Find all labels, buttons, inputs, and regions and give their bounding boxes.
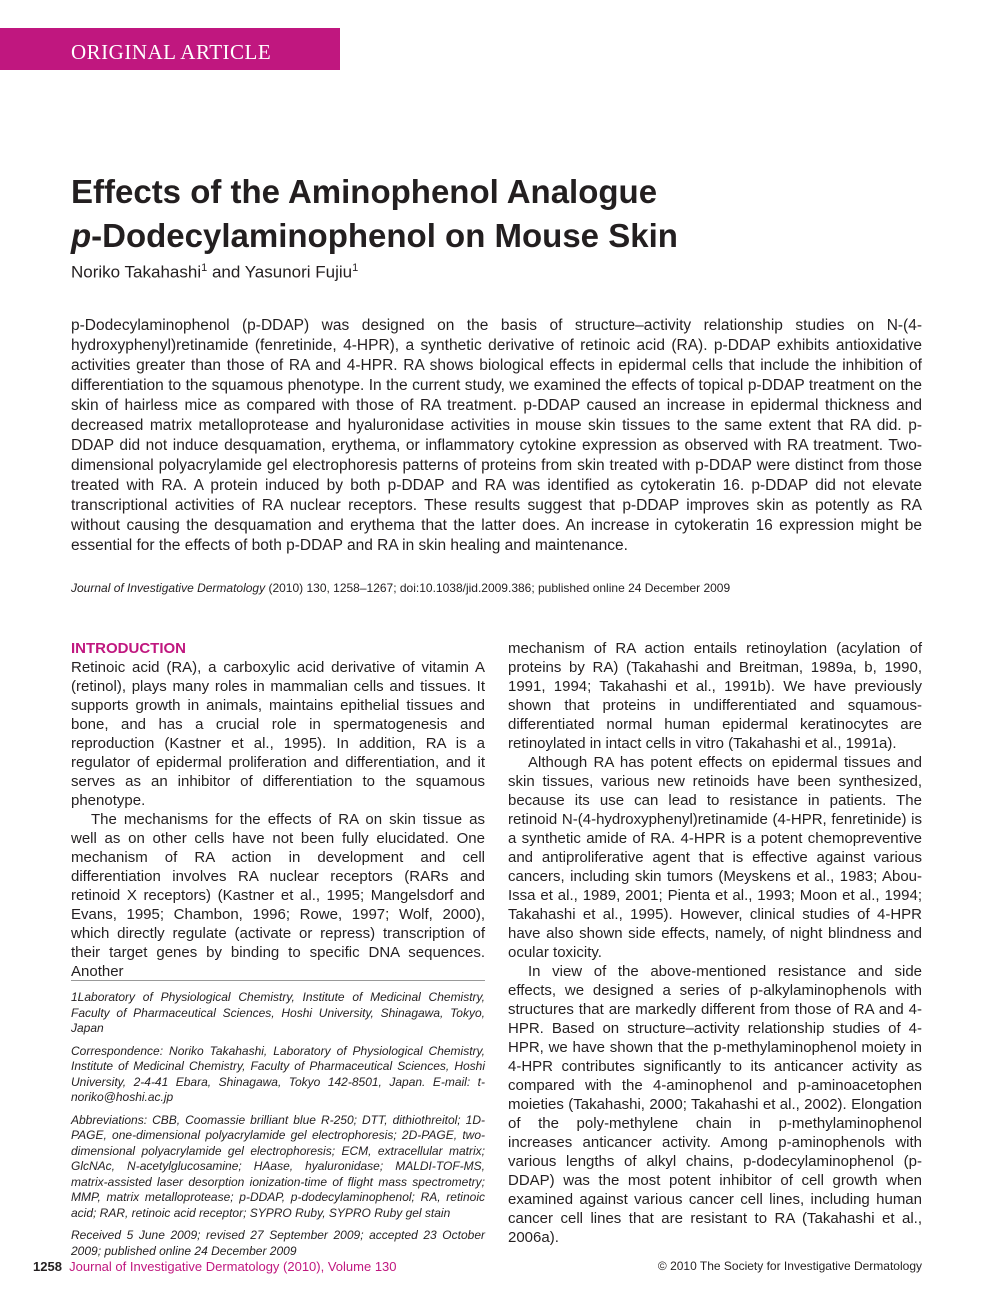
affiliation-marker: 1 (352, 262, 359, 274)
author-list: Noriko Takahashi$^1$ and Yasunori Fujiu$^1$ (71, 262, 359, 282)
author-name: Noriko Takahashi (71, 262, 202, 282)
body-paragraph: mechanism of RA action entails retinoylation (acylation of proteins by RA) (Takahashi and Breitman, 1989a, b, 1990, 1991, 1994; Takahashi et al., 1991b). We have previously shown that proteins in undifferentiated and squamous-differentiated normal human epidermal keratinocytes are retinoylated in intact cells in vitro (Takahashi et al., 1991a). (508, 640, 922, 752)
body-column-right (508, 639, 922, 1247)
footnote-correspondence: Correspondence: Noriko Takahashi, Laboratory of Physiological Chemistry, Institute of Medicinal Chemistry, Faculty of Pharmaceutical Sciences, Hoshi University, 2-4-41 Ebara, Shinagawa, Tokyo 142-8501, Japan. E-mail: t-noriko@hoshi.ac.jp (71, 1043, 485, 1104)
page-number: 1258 (33, 1259, 62, 1274)
title-line-1: Effects of the Aminophenol Analogue (71, 173, 658, 210)
affiliation-marker: 1 (201, 262, 208, 274)
body-paragraph: In view of the above-mentioned resistance and side effects, we designed a series of p-alkylaminophenols with structures that are markedly different from those of RA and 4-HPR. Based on structure–activity relationship studies of 4-HPR, we have shown that the p-methylaminophenol moiety in 4-HPR contributes significantly to its anticancer activity as compared with the 4-aminophenol and p-aminoacetophen moieties (Takahashi, 2000; Takahashi et al., 2002). Elongation of the poly-methylene chain in p-methylaminophenol increases anticancer activity. Among p-aminophenols with various lengths of alkyl chains, p-dodecylaminophenol (p-DDAP) was the most potent inhibitor of cell growth when examined against various cancer cell lines, including human cancer cell lines that are resistant to RA (Takahashi et al., 2006a). (508, 963, 922, 1246)
page-footer-left (33, 1259, 397, 1274)
citation-line: Journal of Investigative Dermatology (2010) 130, 1258–1267; doi:10.1038/jid.2009.386; published online 24 December 2009 (71, 581, 731, 595)
footnote-dates: Received 5 June 2009; revised 27 September 2009; accepted 23 October 2009; published online 24 December 2009 (71, 1228, 485, 1258)
footnote-abbreviations: Abbreviations: CBB, Coomassie brilliant blue R-250; DTT, dithiothreitol; 1D-PAGE, one-dimensional polyacrylamide gel electrophoresis; 2D-PAGE, two-dimensional polyacrylamide gel electrophoresis; ECM, extracellular matrix; GlcNAc, N-acetylglucosamine; HAase, hyaluronidase; MALDI-TOF-MS, matrix-assisted laser desorption ionization-time of flight mass spectrometry; MMP, matrix metalloprotease; p-DDAP, p-dodecylaminophenol; RA, retinoic acid; RAR, retinoic acid receptor; SYPRO Ruby, SYPRO Ruby gel stain (71, 1112, 485, 1220)
article-type-label: ORIGINAL ARTICLE (71, 40, 272, 64)
footer-journal: Journal of Investigative Dermatology (2010), Volume 130 (69, 1259, 397, 1274)
article-title (71, 170, 931, 258)
footer-copyright: © 2010 The Society for Investigative Dermatology (657, 1259, 922, 1273)
author-name: Yasunori Fujiu (244, 262, 353, 282)
body-column-left (71, 639, 485, 981)
footnote-affiliation: 1Laboratory of Physiological Chemistry, Institute of Medicinal Chemistry, Faculty of Pharmaceutical Sciences, Hoshi University, Shinagawa, Tokyo, Japan (71, 990, 485, 1035)
body-paragraph: The mechanisms for the effects of RA on skin tissue as well as on other cells have not been fully elucidated. One mechanism of RA action in development and cell differentiation involves RA nuclear receptors (RARs and retinoid X receptors) (Kastner et al., 1995; Mangelsdorf and Evans, 1995; Chambon, 1996; Rowe, 1997; Wolf, 2000), which directly regulate (activate or repress) transcription of their target genes by binding to specific DNA sequences. Another (71, 811, 485, 980)
footnote-divider (71, 980, 485, 981)
title-line-2: p-Dodecylaminophenol on Mouse Skin (71, 217, 678, 254)
footnotes (71, 990, 485, 1266)
abstract: p-Dodecylaminophenol (p-DDAP) was designed on the basis of structure–activity relationship studies on N-(4-hydroxyphenyl)retinamide (fenretinide, 4-HPR), a synthetic derivative of retinoic acid (RA). p-DDAP exhibits antioxidative activities greater than those of RA and 4-HPR. RA shows biological effects in epidermal cells that include the inhibition of differentiation to the squamous phenotype. In the current study, we examined the effects of topical p-DDAP treatment on the skin of hairless mice as compared with those of RA treatment. p-DDAP caused an increase in epidermal thickness and decreased matrix metalloprotease and hyaluronidase activities in mouse skin tissues to the same extent that RA did. p-DDAP did not induce desquamation, erythema, or inflammatory cytokine expression as observed with RA treatment. Two-dimensional polyacrylamide gel electrophoresis patterns of proteins from skin treated with p-DDAP were distinct from those treated with RA. A protein induced by both p-DDAP and RA was identified as cytokeratin 16. p-DDAP did not elevate transcriptional activities of RA nuclear receptors. These results suggest that p-DDAP improves skin as potently as RA without causing the desquamation and erythema that the latter does. An increase in cytokeratin 16 expression might be essential for the effects of both p-DDAP and RA in skin healing and maintenance. (71, 317, 922, 554)
body-paragraph: Retinoic acid (RA), a carboxylic acid derivative of vitamin A (retinol), plays many roles in mammalian cells and tissues. It supports growth in animals, maintains epithelial tissues and bone, and has a crucial role in spermatogenesis and reproduction (Kastner et al., 1995). In addition, RA is a regulator of epidermal proliferation and differentiation, and it serves as an inhibitor of differentiation to the squamous phenotype. (71, 659, 485, 809)
body-paragraph: Although RA has potent effects on epidermal tissues and skin tissues, various new retinoids have been synthesized, because its use can lead to resistance in patients. The retinoid N-(4-hydroxyphenyl)retinamide (4-HPR, fenretinide) is a synthetic amide of RA. 4-HPR is a potent chemopreventive and antiproliferative agent that is effective against various cancers, including skin tumors (Meyskens et al., 1983; Abou-Issa et al., 1989, 2001; Pienta et al., 1993; Moon et al., 1994; Takahashi et al., 1995). However, clinical studies of 4-HPR have also shown side effects, namely, of night blindness and ocular toxicity. (508, 754, 922, 961)
section-heading-introduction: INTRODUCTION (71, 640, 186, 657)
